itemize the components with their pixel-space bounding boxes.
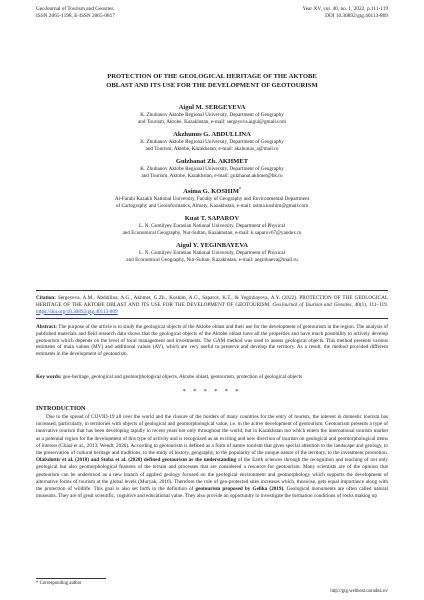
author-name: Kuat T. SAPAROV	[184, 215, 240, 223]
author-block	[60, 130, 364, 153]
author-name: Asima G. KOSHIM*	[183, 186, 241, 196]
journal-issn: ISSN 2065-1198, E-ISSN 2065-0817	[36, 13, 115, 19]
divider	[36, 290, 388, 291]
section-separator: * * * * * *	[182, 389, 242, 395]
author-name: Aigul Y. YEGINBAYEVA	[175, 242, 248, 250]
journal-header-left	[36, 6, 115, 20]
divider	[36, 318, 388, 319]
author-block	[60, 241, 364, 264]
author-block	[60, 214, 364, 237]
author-affiliation: Al-Farabi Kazakh National University, Faculty of Geography and Environmental Department	[114, 196, 310, 203]
author-affiliation: L. N. Gumilyev Eurasian National University, Department of Physical	[139, 250, 285, 257]
corresponding-mark: *	[238, 186, 241, 191]
paper-title: PROTECTION OF THE GEOLOGICAL HERITAGE OF THE AKTOBE OBLAST AND ITS USE FOR THE DEVELOPMENT OF GEOTOURISM	[106, 73, 318, 89]
author-affiliation: L. N. Gumilyev Eurasian National University, Department of Physical	[139, 223, 285, 230]
keywords-label: Key words:	[36, 374, 62, 380]
author-block	[60, 103, 364, 126]
keywords-text: geo-heritage, geological and geomorphological objects, Aktobe oblast, geotourism, protection of geological objects	[62, 374, 303, 380]
author-name: Aigul M. SERGEYEVA	[178, 104, 246, 111]
abstract-text: The purpose of the article is to study the geological objects of the Aktobe oblast and their use for the development of geotourism in the region. The analysis of published materials and field research data shows that the geological objects of the Aktobe oblast have all the properties and have much possibility to actively develop geotourism which depends on the level of local management and investments. The GAM method was used to assess geological objects. This method presents various estimates of main values (MV) and additional values (AV), which are very useful to preserve and develop the territory. As a result, the method provided different estimates in the development of geotourism.	[36, 324, 388, 358]
author-name: Gulzhanat Zh. AKHMET	[175, 158, 249, 165]
author-affiliation: K. Zhubanov Aktobe Regional University, Department of Geography	[140, 112, 284, 118]
citation-text: Sergeyeva, A.M., Abdullina, A.G., Akhmet, G.Zh., Koshim, A.G., Saparov, K.T., & Yeginbayeva, A.Y. (2022). PROTECTION OF THE GEOLOGICAL HERITAGE OF THE AKTOBE OBLAST AND ITS USE FOR THE DEVELOPMENT OF GEOTOURISM.	[36, 295, 388, 308]
author-affiliation: and Economical Geography, Nur-Sultan, Kazakhstan, e-mail: aeginbaeva@mail.ru	[126, 257, 298, 264]
author-name: Akzhunus G. ABDULLINA	[173, 131, 251, 138]
author-affiliation: and Tourism, Aktobe, Kazakhstan, e-mail: sergeyeva.aigul@gmail.com	[138, 119, 286, 125]
citation-block	[36, 295, 388, 315]
author-affiliation: and Tourism, Aktobe, Kazakhstan, e-mail: gulzhanat.akhmet@bk.ru	[141, 173, 283, 179]
journal-name: GeoJournal of Tourism and Geosites	[36, 6, 114, 12]
author-affiliation: and Economical Geography, Nur-Sultan, Kazakhstan, e-mail: k.saparov67@yandex.ru	[122, 230, 302, 237]
author-affiliation: of Cartography and Geoinformatics, Almaty, Kazakhstan, e-mail: asima.koshim@gmail.com	[115, 203, 309, 210]
citation-label: Citation:	[36, 295, 56, 301]
abstract-block	[36, 324, 388, 358]
citation-pages: , 40(1), 111–119.	[351, 301, 388, 308]
intro-paragraph: Due to the spread of COVID-19 all over the world and the closure of the borders of many countries for the entry of tourists, the interest in domestic tourism has increased, particularly, in territories with objects of geological and geomorphological value, i.e. in the active development of geotourism. Geotourism presents a type of innovative tourism that has been developing rapidly in recent years not only throughout the world, but in Kazakhstan too which enters the international tourism market as a potential region for the development of this type of activity and is recognized as an exciting and new direction of tourism on geological and geomorphological items of interest (Ghazi et al., 2013; Wendt, 2020). According to geotourism is defined as a form of nature tourism that gives special attention to the landscape and geology, to the preservation of cultural heritage and traditions, to the study of history, geography, to the popularity of the unique nature of the territory, to the investment promotion. Olafsdottir et al. (2018) and Stoba et al. (2020) defined geotourism as the understanding of the Earth sciences through the recognition and teaching of not only geological but also geomorphological features of the terrain and processes that are considered a resource for geotourism. Many scientists are of the opinion that geotourism can be understood as a new branch of applied geology focused on the geological environment and geomorphology which supports the development of alternative forms of tourism at the global levels (Muryak, 2016). Therefore the role of geo-protected sites increases which, thuswise, gets equal importance along with the protection of wildlife. This goal is also set forth in the definition of geotourism proposed by Gelika (2019). Geological monuments are often called natural museums. They are of great scientific, cognitive and educational value. They also provide an opportunity to investigate the formation conditions of rocks making up	[36, 414, 389, 500]
author-affiliation: K. Zhubanov Aktobe Regional University, Department of Geography	[140, 166, 284, 172]
keywords-block	[36, 374, 388, 381]
section-heading: INTRODUCTION	[36, 405, 86, 412]
doi-link[interactable]: https://doi.org/10.30892/gtg.40113-809	[36, 308, 118, 315]
author-affiliation: K. Zhubanov Aktobe Regional University, Department of Geography	[140, 139, 284, 145]
footnote-divider	[36, 578, 106, 579]
author-block	[60, 184, 364, 210]
author-block	[60, 157, 364, 180]
journal-volume: Year XV, vol. 40, no. 1, 2022, p.111-119	[302, 6, 388, 12]
author-affiliation: and Tourism, Aktobe, Kazakhstan, e-mail: akzhunus_a@mail.ru	[145, 146, 279, 152]
journal-doi: DOI 10.30892/gtg.40113-809	[325, 13, 388, 19]
abstract-label: Abstract:	[36, 324, 58, 330]
footnote: * Corresponding author	[36, 581, 82, 586]
page-url: http://gtg.webhost.uoradea.ro/	[330, 589, 388, 594]
journal-header-right	[302, 6, 388, 20]
citation-journal: GeoJournal of Tourism and Geosites	[272, 301, 352, 308]
author-list	[60, 103, 364, 268]
